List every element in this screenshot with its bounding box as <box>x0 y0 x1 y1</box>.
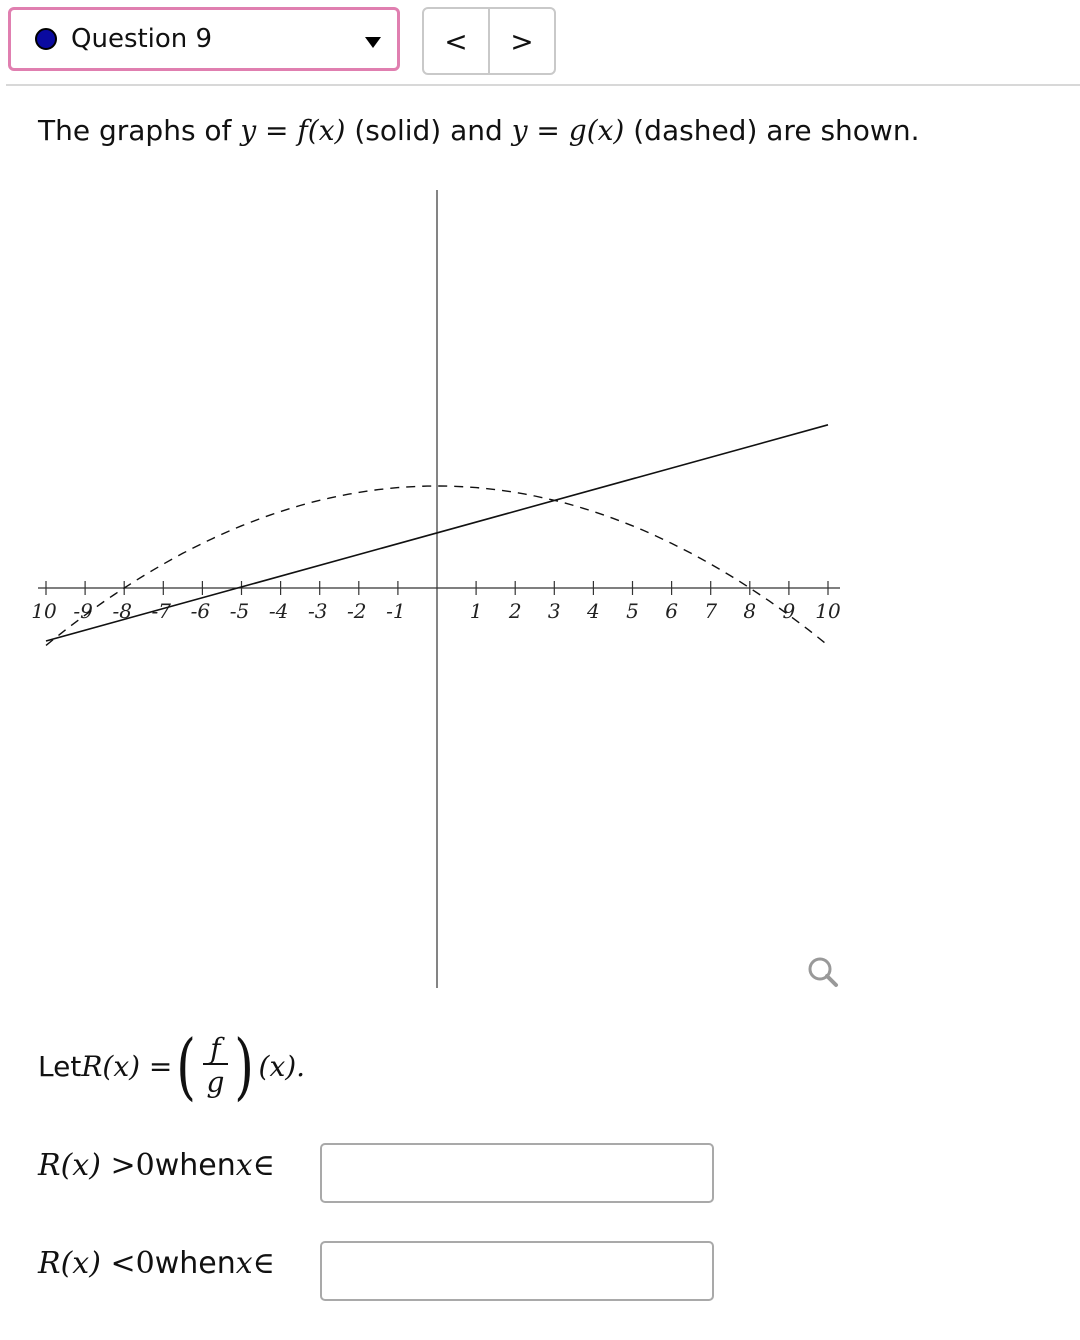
x-tick-label: -4 <box>268 599 289 623</box>
x-tick-label: 3 <box>547 599 561 623</box>
prompt-f-expression: y = f(x) <box>240 114 346 147</box>
positive-elem: ∈ <box>252 1148 275 1183</box>
positive-interval-input[interactable] <box>320 1143 714 1203</box>
status-dot-icon <box>35 28 57 50</box>
definition-arg: (x). <box>258 1049 306 1083</box>
negative-condition <box>38 1246 275 1281</box>
fraction-denominator: g <box>203 1063 229 1097</box>
x-tick-label: -5 <box>229 599 250 623</box>
question-select[interactable] <box>8 7 400 71</box>
x-tick-label: -6 <box>190 599 211 623</box>
prompt-text-mid: (solid) and <box>345 114 512 147</box>
zoom-icon[interactable] <box>806 956 840 990</box>
x-tick-label: 7 <box>704 599 718 623</box>
definition-line <box>38 1016 305 1116</box>
x-axis-ticks <box>31 581 841 623</box>
x-tick-label: 2 <box>508 599 522 623</box>
x-tick-label: 4 <box>587 599 600 623</box>
negative-var: x <box>235 1246 253 1281</box>
next-question-button[interactable]: > <box>488 9 554 73</box>
left-paren: ( <box>176 1024 197 1108</box>
x-tick-label: 1 <box>469 599 483 623</box>
x-tick-label: -2 <box>347 599 367 623</box>
negative-zero: 0 <box>135 1246 155 1281</box>
caret-down-icon <box>365 37 381 48</box>
right-paren: ) <box>234 1024 255 1108</box>
header-divider <box>6 84 1080 86</box>
negative-lhs: R(x) < <box>38 1246 136 1281</box>
negative-elem: ∈ <box>252 1246 275 1281</box>
question-prompt <box>38 114 919 147</box>
prompt-g-expression: y = g(x) <box>511 114 625 147</box>
positive-zero: 0 <box>135 1148 155 1183</box>
x-tick-label: 5 <box>626 599 639 623</box>
x-tick-label: 10 <box>31 599 57 623</box>
function-graph <box>0 180 880 1000</box>
question-nav <box>422 7 556 75</box>
x-tick-label: -1 <box>386 599 406 623</box>
fraction-numerator: f <box>210 1032 221 1065</box>
x-tick-label: -9 <box>73 599 93 623</box>
x-tick-label: -3 <box>307 599 328 623</box>
f-over-g-fraction <box>203 1032 229 1099</box>
negative-when: when <box>154 1246 236 1281</box>
positive-condition <box>38 1148 275 1183</box>
positive-lhs: R(x) > <box>38 1148 136 1183</box>
x-tick-label: 9 <box>782 599 796 623</box>
prompt-text-pre: The graphs of <box>38 114 241 147</box>
negative-interval-input[interactable] <box>320 1241 714 1301</box>
question-label: Question 9 <box>71 24 213 54</box>
x-tick-label: 6 <box>665 599 678 623</box>
definition-lhs: R(x) = <box>81 1049 173 1083</box>
prompt-text-post: (dashed) are shown. <box>624 114 920 147</box>
x-tick-label: 10 <box>815 599 841 623</box>
x-tick-label: -8 <box>112 599 132 623</box>
positive-when: when <box>154 1148 236 1183</box>
let-label: Let <box>38 1049 82 1083</box>
positive-var: x <box>235 1148 253 1183</box>
x-tick-label: -7 <box>151 599 172 623</box>
graph-axes <box>38 190 840 988</box>
prev-question-button[interactable]: < <box>444 24 468 58</box>
x-tick-label: 8 <box>743 599 757 623</box>
